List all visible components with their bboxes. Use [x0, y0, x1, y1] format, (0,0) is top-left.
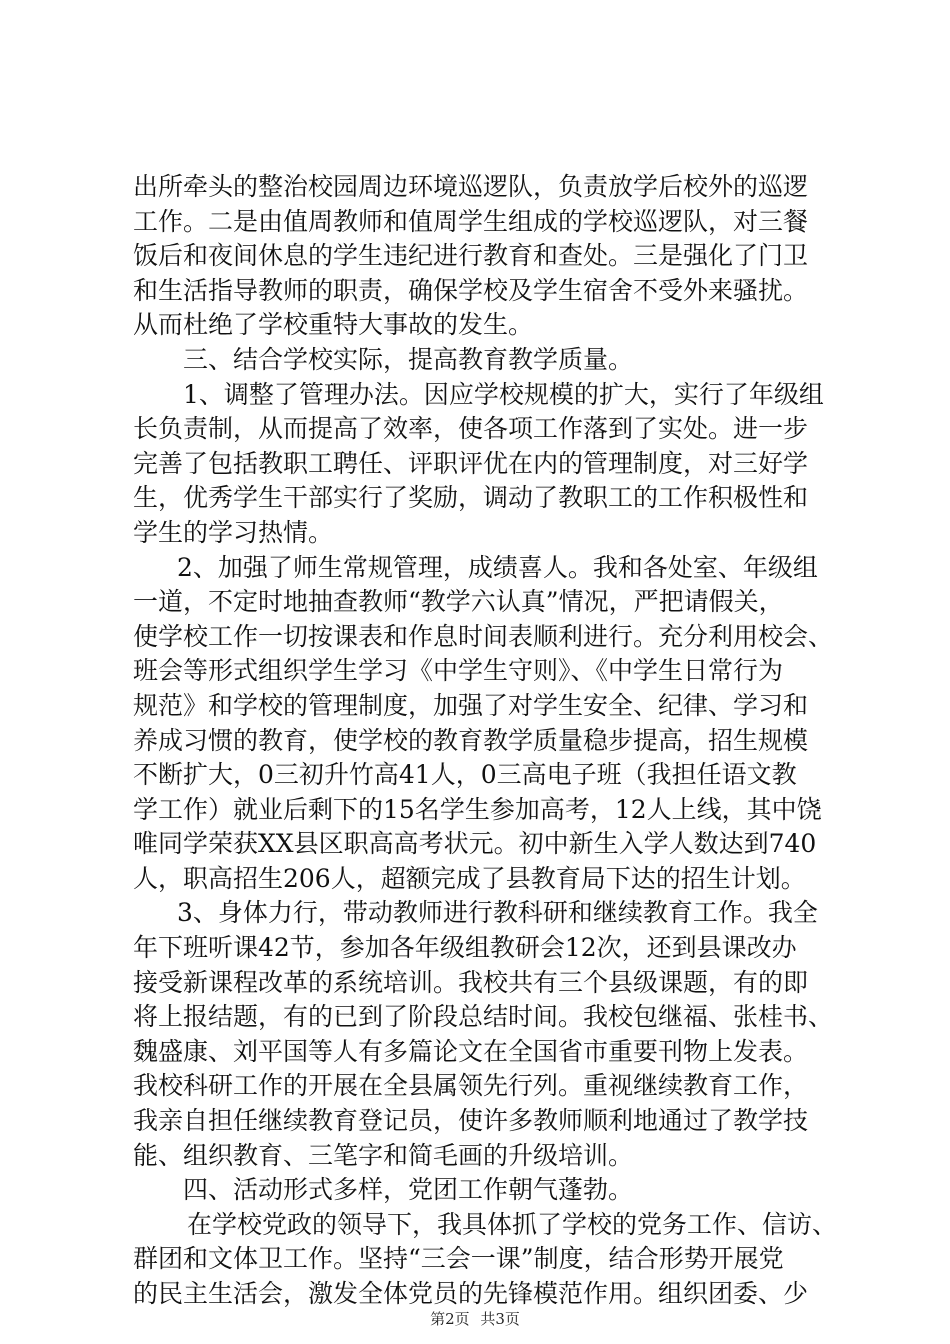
text-line: 年下班听课42节，参加各年级组教研会12次，还到县课改办 — [133, 933, 797, 963]
text-line: 使学校工作一切按课表和作息时间表顺利进行。充分利用校会、 — [133, 621, 834, 651]
text-line: 一道，不定时地抽查教师“教学六认真”情况，严把请假关， — [133, 587, 784, 617]
text-line: 学工作）就业后剩下的15名学生参加高考，12人上线，其中饶 — [133, 794, 822, 824]
page-footer — [0, 1309, 950, 1329]
page-total: 共3页 — [480, 1310, 520, 1328]
text-line: 学生的学习热情。 — [133, 517, 334, 547]
text-line: 和生活指导教师的职责，确保学校及学生宿舍不受外来骚扰。 — [133, 275, 809, 305]
text-line: 从而杜绝了学校重特大事故的发生。 — [133, 310, 534, 340]
text-line: 我亲自担任继续教育登记员，使许多教师顺利地通过了教学技 — [133, 1106, 809, 1136]
text-line: 魏盛康、刘平国等人有多篇论文在全国省市重要刊物上发表。 — [133, 1036, 809, 1066]
text-line: 出所牵头的整治校园周边环境巡逻队，负责放学后校外的巡逻 — [133, 172, 809, 201]
page-number: 第2页 — [430, 1310, 470, 1328]
text-line: 能、组织教育、三笔字和简毛画的升级培训。 — [133, 1140, 634, 1170]
text-line: 规范》和学校的管理制度，加强了对学生安全、纪律、学习和 — [133, 690, 809, 720]
text-line: 1、调整了管理办法。因应学校规模的扩大，实行了年级组 — [183, 379, 824, 409]
text-line: 完善了包括教职工聘任、评职评优在内的管理制度，对三好学 — [133, 448, 809, 478]
text-line: 2、加强了师生常规管理，成绩喜人。我和各处室、年级组 — [177, 552, 818, 582]
section-heading: 三、结合学校实际，提高教育教学质量。 — [183, 344, 634, 374]
section-heading: 四、活动形式多样，党团工作朝气蓬勃。 — [183, 1175, 634, 1205]
text-line: 养成习惯的教育，使学校的教育教学质量稳步提高，招生规模 — [133, 725, 809, 755]
text-line: 在学校党政的领导下，我具体抓了学校的党务工作、信访、 — [187, 1209, 838, 1239]
text-line: 长负责制，从而提高了效率，使各项工作落到了实处。进一步 — [133, 414, 809, 444]
text-line: 人，职高招生206人，超额完成了县教育局下达的招生计划。 — [133, 863, 806, 893]
document-body — [133, 170, 838, 1312]
text-line: 唯同学荣获XX县区职高高考状元。初中新生入学人数达到740 — [133, 829, 817, 859]
text-line: 饭后和夜间休息的学生违纪进行教育和查处。三是强化了门卫 — [133, 241, 809, 271]
text-line: 群团和文体卫工作。坚持“三会一课”制度，结合形势开展党 — [133, 1244, 784, 1274]
text-line: 不断扩大，0三初升竹高41人，0三高电子班（我担任语文教 — [133, 760, 797, 790]
text-line: 班会等形式组织学生学习《中学生守则》、《中学生日常行为 — [133, 656, 784, 686]
text-line: 生，优秀学生干部实行了奖励，调动了教职工的工作积极性和 — [133, 483, 809, 513]
text-line: 我校科研工作的开展在全县属领先行列。重视继续教育工作， — [133, 1071, 809, 1101]
text-line: 将上报结题，有的已到了阶段总结时间。我校包继福、张桂书、 — [133, 1002, 834, 1032]
text-line: 接受新课程改革的系统培训。我校共有三个县级课题，有的即 — [133, 967, 809, 997]
text-line: 3、身体力行，带动教师进行教科研和继续教育工作。我全 — [177, 898, 818, 928]
text-line: 的民主生活会，激发全体党员的先锋模范作用。组织团委、少 — [133, 1279, 809, 1308]
text-line: 工作。二是由值周教师和值周学生组成的学校巡逻队，对三餐 — [133, 206, 809, 236]
